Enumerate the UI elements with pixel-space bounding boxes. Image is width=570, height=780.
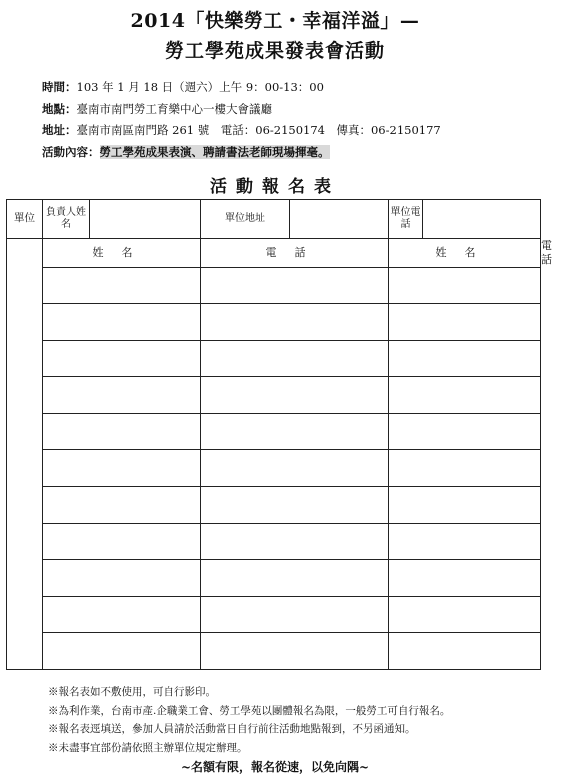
person-field[interactable] [90,200,201,239]
entry-row [7,377,541,414]
entry-name-field[interactable] [43,450,201,487]
entry-phone-field[interactable] [201,560,389,597]
entry-row [7,413,541,450]
form-header-row [7,200,541,239]
content-value: 勞工學苑成果表演、聘請書法老師現場揮毫。 [99,145,330,159]
unit-label: 單位 [7,200,43,239]
entry-name-field[interactable] [389,267,541,304]
entry-phone-field[interactable] [201,340,389,377]
footer-slogan: ~名額有限，報名從速，以免向隅~ [180,760,370,774]
entry-phone-field[interactable] [201,450,389,487]
entry-name-field[interactable] [43,304,201,341]
entry-row [7,633,541,670]
left-margin-cell [7,239,43,670]
entry-row [7,487,541,524]
entry-name-field[interactable] [389,413,541,450]
entry-phone-field[interactable] [201,377,389,414]
content-row [42,144,330,160]
content-label: 活動內容： [42,145,100,159]
entry-name-field[interactable] [389,304,541,341]
entry-name-field[interactable] [389,340,541,377]
entry-name-field[interactable] [389,377,541,414]
entry-phone-field[interactable] [201,596,389,633]
entry-phone-field[interactable] [201,523,389,560]
note-item: ※報名表逕填送，參加人員請於活動當日自行前往活動地點報到，不另函通知。 [48,723,416,735]
entry-phone-field[interactable] [201,633,389,670]
address-label: 地址： [42,123,77,137]
entry-phone-field[interactable] [201,413,389,450]
entry-name-field[interactable] [389,487,541,524]
entry-row [7,304,541,341]
entry-row [7,523,541,560]
entry-row [7,450,541,487]
entry-name-field[interactable] [43,267,201,304]
address-row [42,122,441,138]
column-header-row: 姓名 電話 姓名 電話 [7,239,541,268]
entry-name-field[interactable] [389,560,541,597]
unit-phone-label: 單位電話 [389,200,423,239]
title-line-1: 2014「快樂勞工・幸福洋溢」— [130,10,420,32]
place-value: 臺南市南門勞工育樂中心一樓大會議廳 [76,102,272,116]
note-item: ※為利作業，台南市產.企職業工會、勞工學苑以團體報名為限，一般勞工可自行報名。 [48,704,451,717]
entry-row [7,340,541,377]
col-header-name-2: 姓名 [389,239,541,268]
entry-name-field[interactable] [43,523,201,560]
note-item: ※未盡事宜部份請依照主辦單位規定辦理。 [48,741,248,754]
entry-name-field[interactable] [43,596,201,633]
place-label: 地點： [42,102,77,116]
unit-address-field[interactable] [290,200,389,239]
col-header-phone-1: 電話 [201,239,389,268]
entry-name-field[interactable] [389,450,541,487]
time-label: 時間： [42,80,77,94]
note-item: ※報名表如不敷使用，可自行影印。 [48,686,216,698]
entry-name-field[interactable] [389,633,541,670]
notes-list [48,683,450,757]
entry-name-field[interactable] [43,560,201,597]
entry-name-field[interactable] [389,596,541,633]
entry-phone-field[interactable] [201,487,389,524]
entry-name-field[interactable] [43,633,201,670]
form-title: 活動報名表 [210,177,340,197]
entry-phone-field[interactable] [201,267,389,304]
entry-name-field[interactable] [389,523,541,560]
entry-name-field[interactable] [43,340,201,377]
person-label: 負責人姓名 [43,200,90,239]
place-row [42,101,272,117]
col-header-name-1: 姓名 [43,239,201,268]
time-value: 103 年 1 月 18 日（週六）上午 9：00-13：00 [76,80,324,94]
entry-name-field[interactable] [43,377,201,414]
address-value: 臺南市南區南門路 261 號 電話：06-2150174 傳真：06-2150177 [76,123,441,137]
entry-name-field[interactable] [43,413,201,450]
time-row [42,79,324,95]
entry-row [7,596,541,633]
unit-address-label: 單位地址 [201,200,290,239]
unit-phone-field[interactable] [423,200,541,239]
entry-row [7,267,541,304]
title-line-2: 勞工學苑成果發表會活動 [164,40,385,62]
registration-form-table [6,199,570,670]
entry-name-field[interactable] [43,487,201,524]
entry-row [7,560,541,597]
entry-phone-field[interactable] [201,304,389,341]
